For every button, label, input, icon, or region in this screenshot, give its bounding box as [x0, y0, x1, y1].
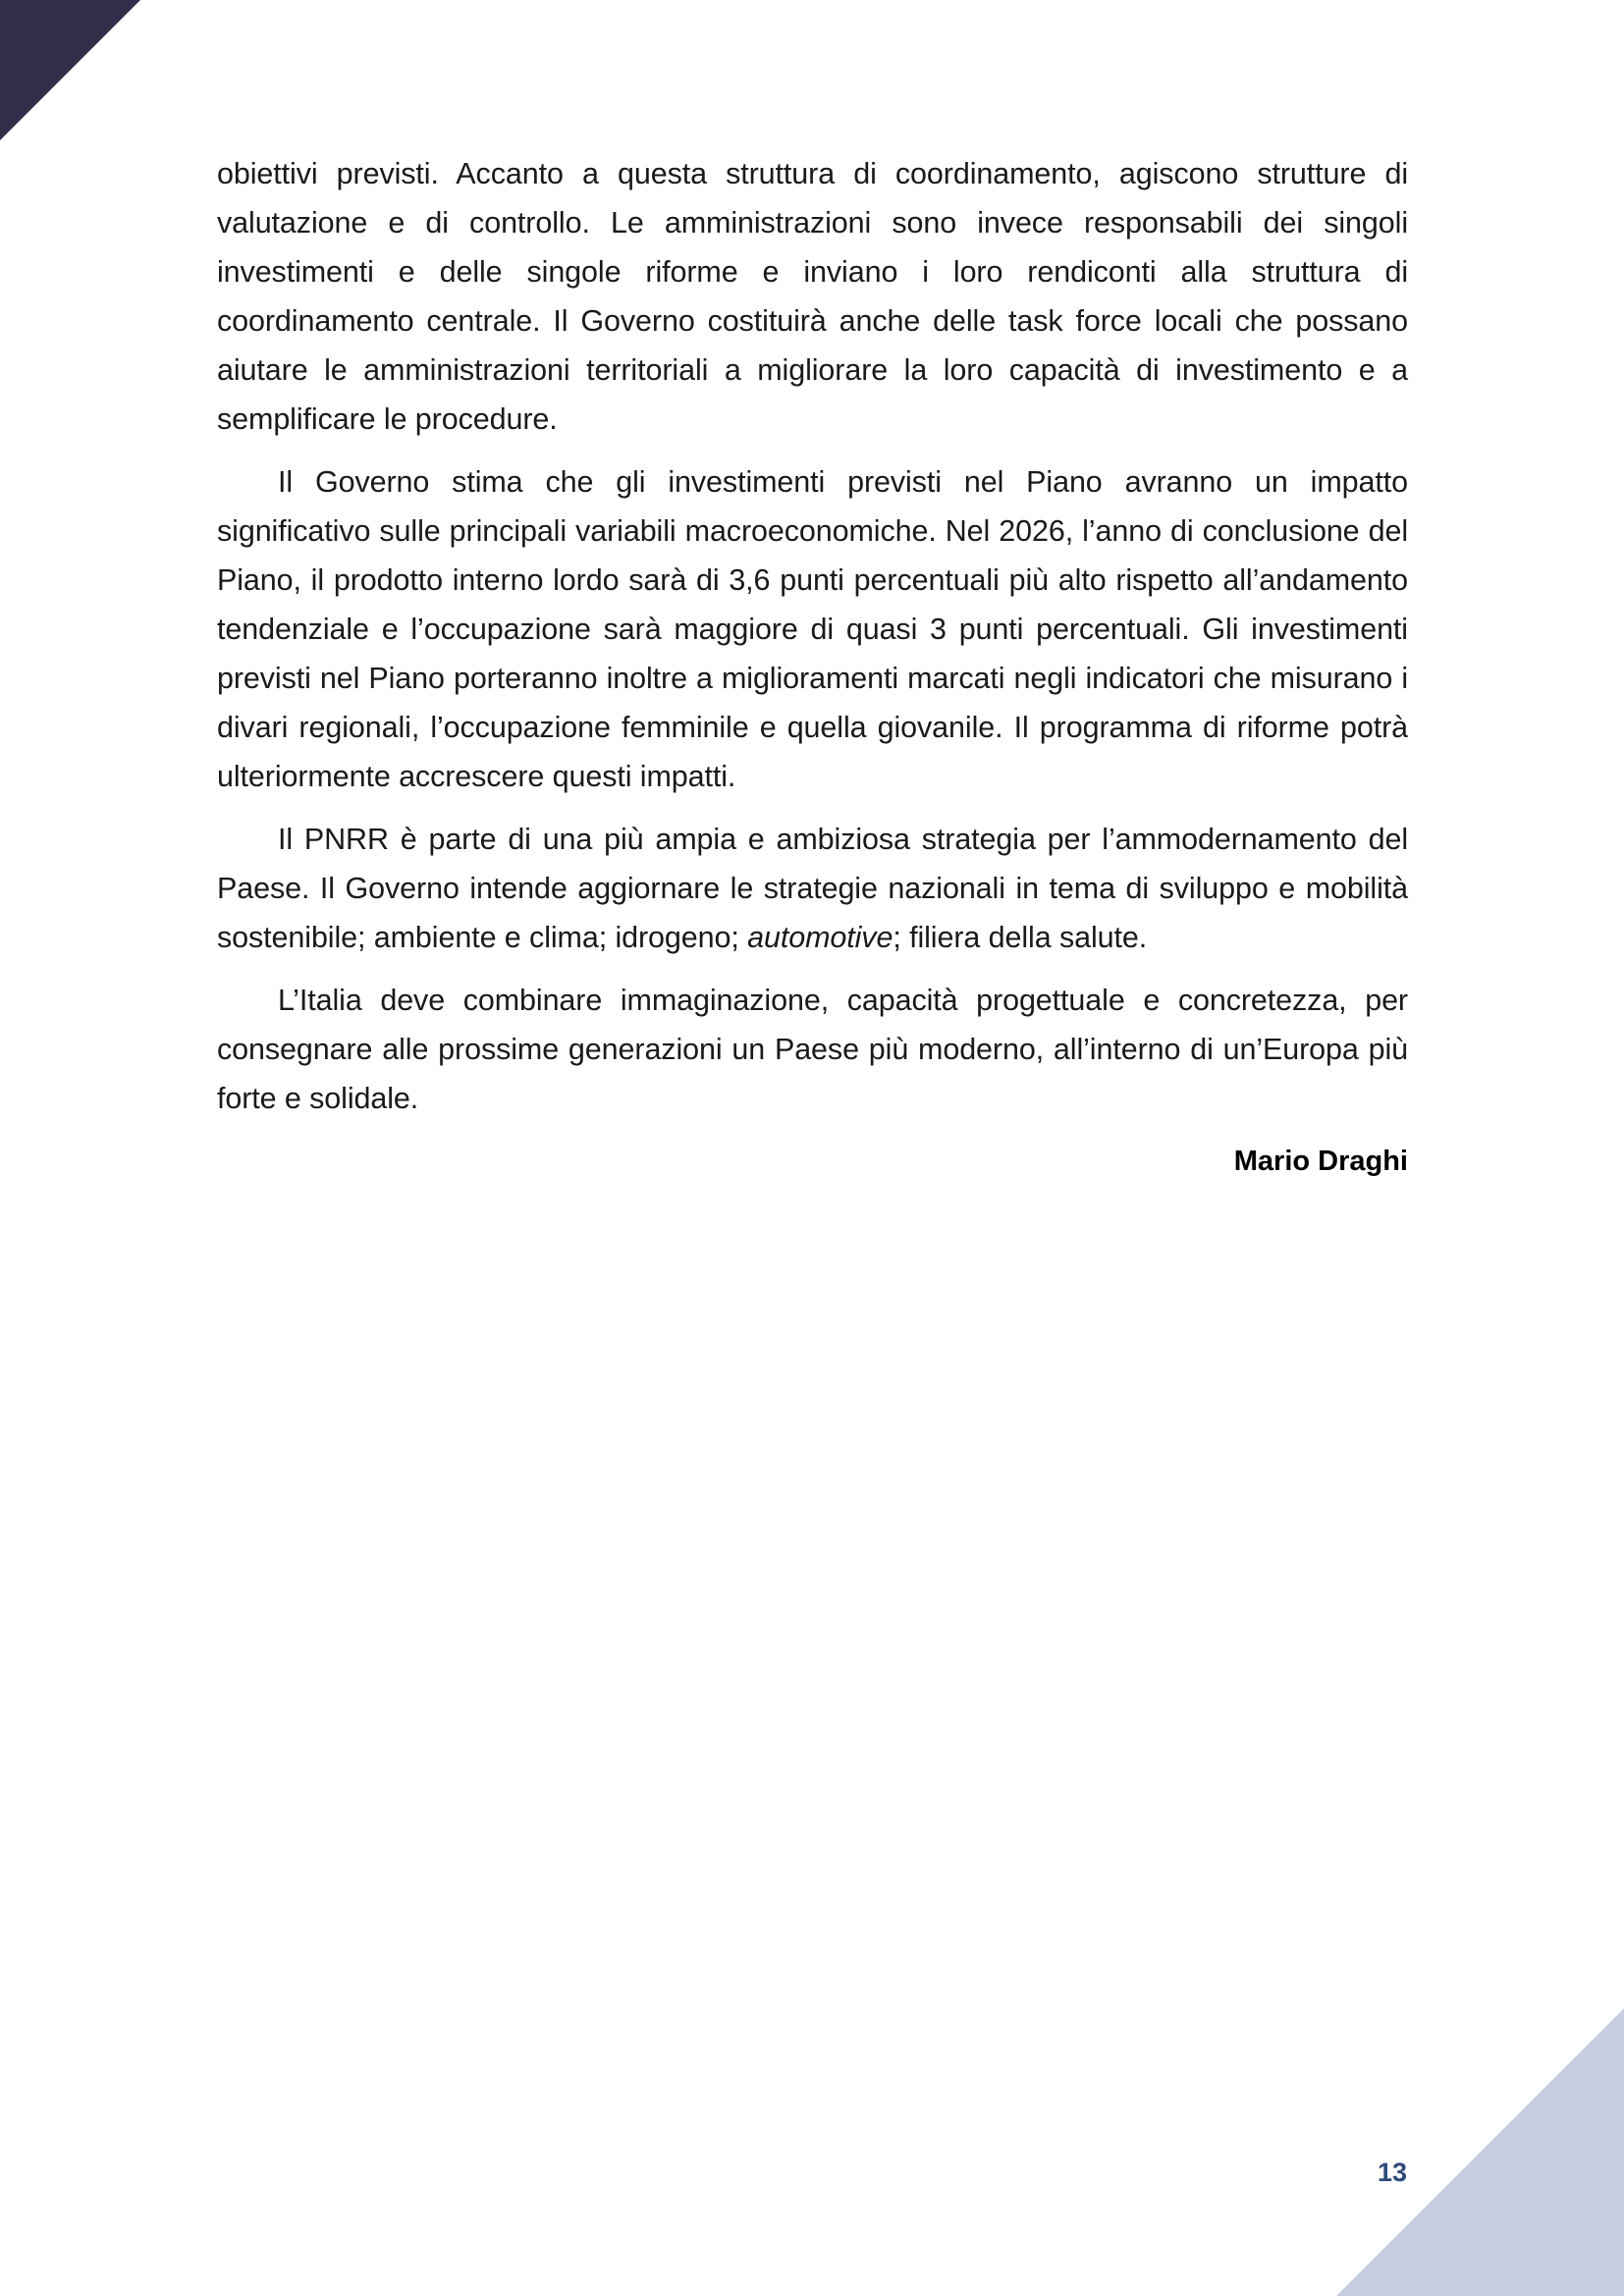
paragraph-3 — [217, 815, 1408, 962]
paragraph-1 — [217, 149, 1408, 444]
paragraph-2-text: Il Governo stima che gli investimenti previsti nel Piano avranno un impatto significativo sulle principali variabili macroeconomiche. Nel 2026, l’anno di conclusione del Piano, il prodotto interno lordo sarà di 3,6 punti percentuali più alto rispetto all’andamento tendenziale e l’occupazione sarà maggiore di quasi 3 punti percentuali. Gli investimenti previsti nel Piano porteranno inoltre a miglioramenti marcati negli indicatori che misurano i divari regionali, l’occupazione femminile e quella giovanile. Il programma di riforme potrà ulteriormente accrescere questi impatti. — [217, 465, 1408, 793]
paragraph-2 — [217, 457, 1408, 801]
paragraph-4-text: L’Italia deve combinare immaginazione, capacità progettuale e concretezza, per consegnare alle prossime generazioni un Paese più moderno, all’interno di un’Europa più forte e solidale. — [217, 984, 1408, 1115]
paragraph-4 — [217, 976, 1408, 1123]
paragraph-1-text: obiettivi previsti. Accanto a questa struttura di coordinamento, agiscono strutture di valutazione e di controllo. Le amministrazioni sono invece responsabili dei singoli investimenti e delle singole riforme e inviano i loro rendiconti alla struttura di coordinamento centrale. Il Governo costituirà anche delle task force locali che possano aiutare le amministrazioni territoriali a migliorare la loro capacità di investimento e a semplificare le procedure. — [217, 157, 1408, 436]
corner-decoration-bottom-right — [1336, 2008, 1624, 2296]
paragraph-3-italic-term: automotive — [747, 921, 893, 954]
paragraph-3-text-end: ; filiera della salute. — [893, 921, 1148, 954]
paragraph-3-text: Il PNRR è parte di una più ampia e ambiziosa strategia per l’ammodernamento del Paese. Il Governo intende aggiornare le strategie nazionali in tema di sviluppo e mobilità sostenibile; ambiente e clima; idrogeno; — [217, 823, 1408, 954]
corner-decoration-top-left — [0, 0, 140, 140]
page-number: 13 — [1377, 2158, 1407, 2187]
page-body — [217, 149, 1408, 1186]
signature: Mario Draghi — [1233, 1146, 1408, 1177]
